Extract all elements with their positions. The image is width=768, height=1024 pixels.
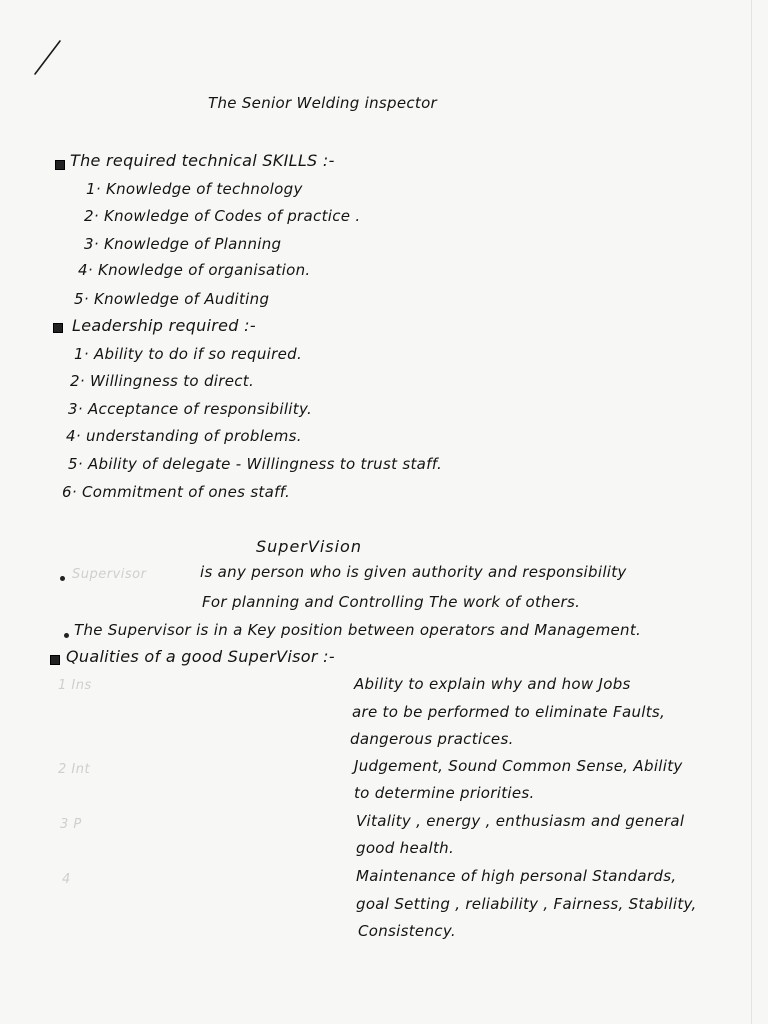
dot-bullet-icon [64, 633, 69, 638]
leadership-item: 3· Acceptance of responsibility. [68, 400, 313, 418]
qualities-heading: Qualities of a good SuperVisor :- [66, 647, 335, 666]
quality-description-line: Vitality , energy , enthusiasm and general [356, 812, 685, 830]
leadership-item: 5· Ability of delegate - Willingness to trust staff. [68, 455, 443, 473]
quality-description-line: Judgement, Sound Common Sense, Ability [354, 757, 683, 775]
technical-skill-item: 3· Knowledge of Planning [84, 235, 282, 253]
quality-description-line: goal Setting , reliability , Fairness, Stability, [356, 895, 697, 913]
leadership-item: 1· Ability to do if so required. [74, 345, 303, 363]
faded-text: Supervisor [72, 567, 147, 582]
leadership-item: 4· understanding of problems. [66, 427, 302, 445]
technical-skill-item: 5· Knowledge of Auditing [74, 290, 270, 308]
quality-description-line: are to be performed to eliminate Faults, [352, 703, 666, 721]
square-bullet-icon [50, 655, 60, 665]
scan-edge-line [751, 0, 752, 1024]
leadership-item: 6· Commitment of ones staff. [62, 483, 291, 501]
quality-description-line: dangerous practices. [350, 730, 514, 748]
quality-description-line: Consistency. [358, 922, 456, 940]
faded-text: 4 [62, 872, 71, 887]
faded-text: 2 Int [58, 762, 91, 777]
quality-description-line: Ability to explain why and how Jobs [354, 675, 631, 693]
faded-text: 3 P [60, 817, 82, 832]
faded-text: 1 Ins [58, 678, 92, 693]
supervisor-definition-line: is any person who is given authority and responsibility [200, 563, 627, 581]
page-title: The Senior Welding inspector [208, 94, 438, 112]
technical-skill-item: 4· Knowledge of organisation. [78, 261, 311, 279]
leadership-item: 2· Willingness to direct. [70, 372, 255, 390]
quality-description-line: Maintenance of high personal Standards, [356, 867, 677, 885]
technical-skill-item: 1· Knowledge of technology [86, 180, 303, 198]
quality-description-line: good health. [356, 839, 455, 857]
pen-stroke-mark [32, 38, 64, 78]
supervision-heading: SuperVision [256, 537, 362, 556]
supervisor-definition-line: For planning and Controlling The work of others. [202, 593, 581, 611]
quality-description-line: to determine priorities. [354, 784, 535, 802]
technical-skill-item: 2· Knowledge of Codes of practice . [84, 207, 361, 225]
technical-skills-heading: The required technical SKILLS :- [70, 151, 335, 170]
square-bullet-icon [53, 323, 63, 333]
dot-bullet-icon [60, 576, 65, 581]
key-position-text: The Supervisor is in a Key position between operators and Management. [74, 621, 642, 639]
leadership-heading: Leadership required :- [72, 316, 256, 335]
square-bullet-icon [55, 160, 65, 170]
